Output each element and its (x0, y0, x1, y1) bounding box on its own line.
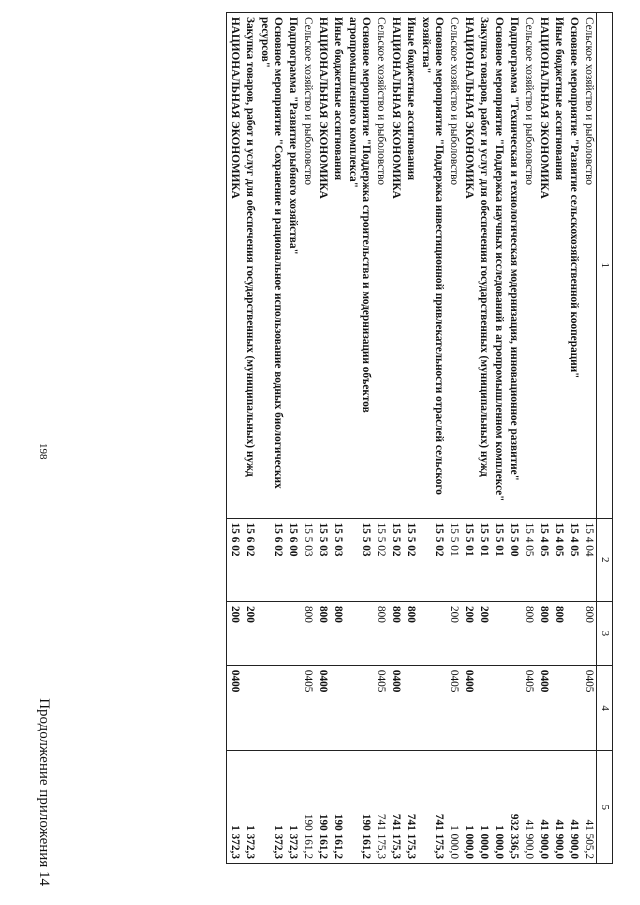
item-name-cell: Сельское хозяйство и рыболовство (521, 13, 536, 519)
section-code-cell (476, 665, 491, 751)
amount-cell: 190 161,2 (300, 751, 315, 864)
expense-type-cell: 800 (373, 601, 388, 665)
section-code-cell: 0405 (521, 665, 536, 751)
section-code-cell (242, 665, 257, 751)
table-row (536, 13, 551, 864)
section-code-cell (566, 665, 581, 751)
table-header-row (597, 13, 613, 864)
amount-cell: 1 372,3 (257, 751, 285, 864)
item-name-cell: Основное мероприятие "Развитие сельскохозяйственной кооперации" (566, 13, 581, 519)
expense-type-cell (285, 601, 300, 665)
expense-type-cell: 800 (403, 601, 418, 665)
table-row (242, 13, 257, 864)
amount-cell: 190 161,2 (330, 751, 345, 864)
expense-type-cell: 200 (476, 601, 491, 665)
target-code-cell: 15 5 03 (300, 518, 315, 601)
expense-type-cell (418, 601, 446, 665)
amount-cell: 41 900,0 (566, 751, 581, 864)
section-code-cell: 0405 (373, 665, 388, 751)
table-row (446, 13, 461, 864)
target-code-cell: 15 5 02 (418, 518, 446, 601)
table-row (506, 13, 521, 864)
appendix-continuation-label: Продолжение приложения 14 (36, 698, 52, 886)
section-code-cell: 0400 (461, 665, 476, 751)
amount-cell: 741 175,3 (388, 751, 403, 864)
section-code-cell (345, 665, 373, 751)
page-number: 198 (37, 443, 49, 460)
item-name-cell: Сельское хозяйство и рыболовство (373, 13, 388, 519)
target-code-cell: 15 5 02 (403, 518, 418, 601)
item-name-cell: Основное мероприятие "Поддержка строительства и модернизации объектов агропромышленного комплекса" (345, 13, 373, 519)
expense-type-cell: 800 (551, 601, 566, 665)
target-code-cell: 15 5 02 (388, 518, 403, 601)
table-row (418, 13, 446, 864)
expense-type-cell: 200 (227, 601, 243, 665)
expense-type-cell: 800 (521, 601, 536, 665)
amount-cell: 1 000,0 (491, 751, 506, 864)
item-name-cell: Сельское хозяйство и рыболовство (446, 13, 461, 519)
table-row (300, 13, 315, 864)
expense-type-cell (566, 601, 581, 665)
expense-type-cell: 200 (446, 601, 461, 665)
expense-type-cell: 800 (581, 601, 597, 665)
table-row (566, 13, 581, 864)
header-col-1: 1 (597, 13, 613, 519)
item-name-cell: НАЦИОНАЛЬНАЯ ЭКОНОМИКА (536, 13, 551, 519)
expense-type-cell (491, 601, 506, 665)
amount-cell: 41 900,0 (521, 751, 536, 864)
table-row (491, 13, 506, 864)
section-code-cell: 0405 (581, 665, 597, 751)
item-name-cell: Иные бюджетные ассигнования (551, 13, 566, 519)
target-code-cell: 15 5 03 (345, 518, 373, 601)
item-name-cell: Сельское хозяйство и рыболовство (581, 13, 597, 519)
table-row (285, 13, 300, 864)
target-code-cell: 15 5 03 (315, 518, 330, 601)
header-col-4: 4 (597, 665, 613, 751)
section-code-cell (403, 665, 418, 751)
table-row (345, 13, 373, 864)
section-code-cell: 0405 (300, 665, 315, 751)
expense-type-cell: 800 (300, 601, 315, 665)
amount-cell: 1 000,0 (461, 751, 476, 864)
table-row (476, 13, 491, 864)
expense-type-cell: 800 (536, 601, 551, 665)
section-code-cell (285, 665, 300, 751)
section-code-cell: 0400 (315, 665, 330, 751)
item-name-cell: Основное мероприятие "Сохранение и рациональное использование водных биологических ресурсов" (257, 13, 285, 519)
amount-cell: 741 175,3 (418, 751, 446, 864)
amount-cell: 41 900,0 (551, 751, 566, 864)
target-code-cell: 15 4 05 (566, 518, 581, 601)
amount-cell: 932 336,5 (506, 751, 521, 864)
target-code-cell: 15 6 00 (285, 518, 300, 601)
expense-type-cell: 800 (315, 601, 330, 665)
table-row (551, 13, 566, 864)
header-col-3: 3 (597, 601, 613, 665)
target-code-cell: 15 4 04 (581, 518, 597, 601)
item-name-cell: Иные бюджетные ассигнования (330, 13, 345, 519)
amount-cell: 741 175,3 (403, 751, 418, 864)
item-name-cell: Подпрограмма "Техническая и технологическая модернизация, инновационное развитие" (506, 13, 521, 519)
table-row (403, 13, 418, 864)
expense-type-cell: 800 (330, 601, 345, 665)
section-code-cell (506, 665, 521, 751)
item-name-cell: Основное мероприятие "Поддержка инвестиционной привлекательности отраслей сельского хозяйства" (418, 13, 446, 519)
target-code-cell: 15 6 02 (227, 518, 243, 601)
item-name-cell: НАЦИОНАЛЬНАЯ ЭКОНОМИКА (461, 13, 476, 519)
item-name-cell: НАЦИОНАЛЬНАЯ ЭКОНОМИКА (315, 13, 330, 519)
expense-type-cell (257, 601, 285, 665)
amount-cell: 190 161,2 (345, 751, 373, 864)
target-code-cell: 15 4 05 (521, 518, 536, 601)
amount-cell: 1 000,0 (476, 751, 491, 864)
table-row (227, 13, 243, 864)
target-code-cell: 15 6 02 (257, 518, 285, 601)
table-row (330, 13, 345, 864)
table-row (521, 13, 536, 864)
section-code-cell (491, 665, 506, 751)
target-code-cell: 15 5 01 (476, 518, 491, 601)
table-row (373, 13, 388, 864)
item-name-cell: Подпрограмма "Развитие рыбного хозяйства" (285, 13, 300, 519)
expense-type-cell: 800 (388, 601, 403, 665)
section-code-cell (257, 665, 285, 751)
expense-type-cell (506, 601, 521, 665)
target-code-cell: 15 5 01 (461, 518, 476, 601)
section-code-cell: 0405 (446, 665, 461, 751)
header-col-5: 5 (597, 751, 613, 864)
table-row (257, 13, 285, 864)
table-row (388, 13, 403, 864)
section-code-cell: 0400 (227, 665, 243, 751)
amount-cell: 1 372,3 (227, 751, 243, 864)
amount-cell: 741 175,3 (373, 751, 388, 864)
item-name-cell: Закупка товаров, работ и услуг для обеспечения государственных (муниципальных) нужд (476, 13, 491, 519)
table-row (461, 13, 476, 864)
header-col-2: 2 (597, 518, 613, 601)
section-code-cell: 0400 (388, 665, 403, 751)
target-code-cell: 15 5 02 (373, 518, 388, 601)
target-code-cell: 15 6 02 (242, 518, 257, 601)
item-name-cell: Основное мероприятие "Поддержка научных исследований в агропромышленном комплексе" (491, 13, 506, 519)
item-name-cell: Сельское хозяйство и рыболовство (300, 13, 315, 519)
table-row (581, 13, 597, 864)
amount-cell: 1 000,0 (446, 751, 461, 864)
target-code-cell: 15 4 05 (551, 518, 566, 601)
table-body (227, 13, 597, 864)
expense-type-cell (345, 601, 373, 665)
target-code-cell: 15 5 01 (491, 518, 506, 601)
target-code-cell: 15 5 03 (330, 518, 345, 601)
section-code-cell: 0400 (536, 665, 551, 751)
item-name-cell: НАЦИОНАЛЬНАЯ ЭКОНОМИКА (227, 13, 243, 519)
amount-cell: 1 372,3 (285, 751, 300, 864)
amount-cell: 41 900,0 (536, 751, 551, 864)
target-code-cell: 15 5 01 (446, 518, 461, 601)
table-row (315, 13, 330, 864)
amount-cell: 190 161,2 (315, 751, 330, 864)
item-name-cell: Иные бюджетные ассигнования (403, 13, 418, 519)
expense-type-cell: 200 (242, 601, 257, 665)
section-code-cell (418, 665, 446, 751)
target-code-cell: 15 4 05 (536, 518, 551, 601)
budget-table (226, 12, 613, 864)
item-name-cell: Закупка товаров, работ и услуг для обеспечения государственных (муниципальных) нужд (242, 13, 257, 519)
target-code-cell: 15 5 00 (506, 518, 521, 601)
expense-type-cell: 200 (461, 601, 476, 665)
amount-cell: 1 372,3 (242, 751, 257, 864)
item-name-cell: НАЦИОНАЛЬНАЯ ЭКОНОМИКА (388, 13, 403, 519)
amount-cell: 41 505,2 (581, 751, 597, 864)
section-code-cell (330, 665, 345, 751)
section-code-cell (551, 665, 566, 751)
